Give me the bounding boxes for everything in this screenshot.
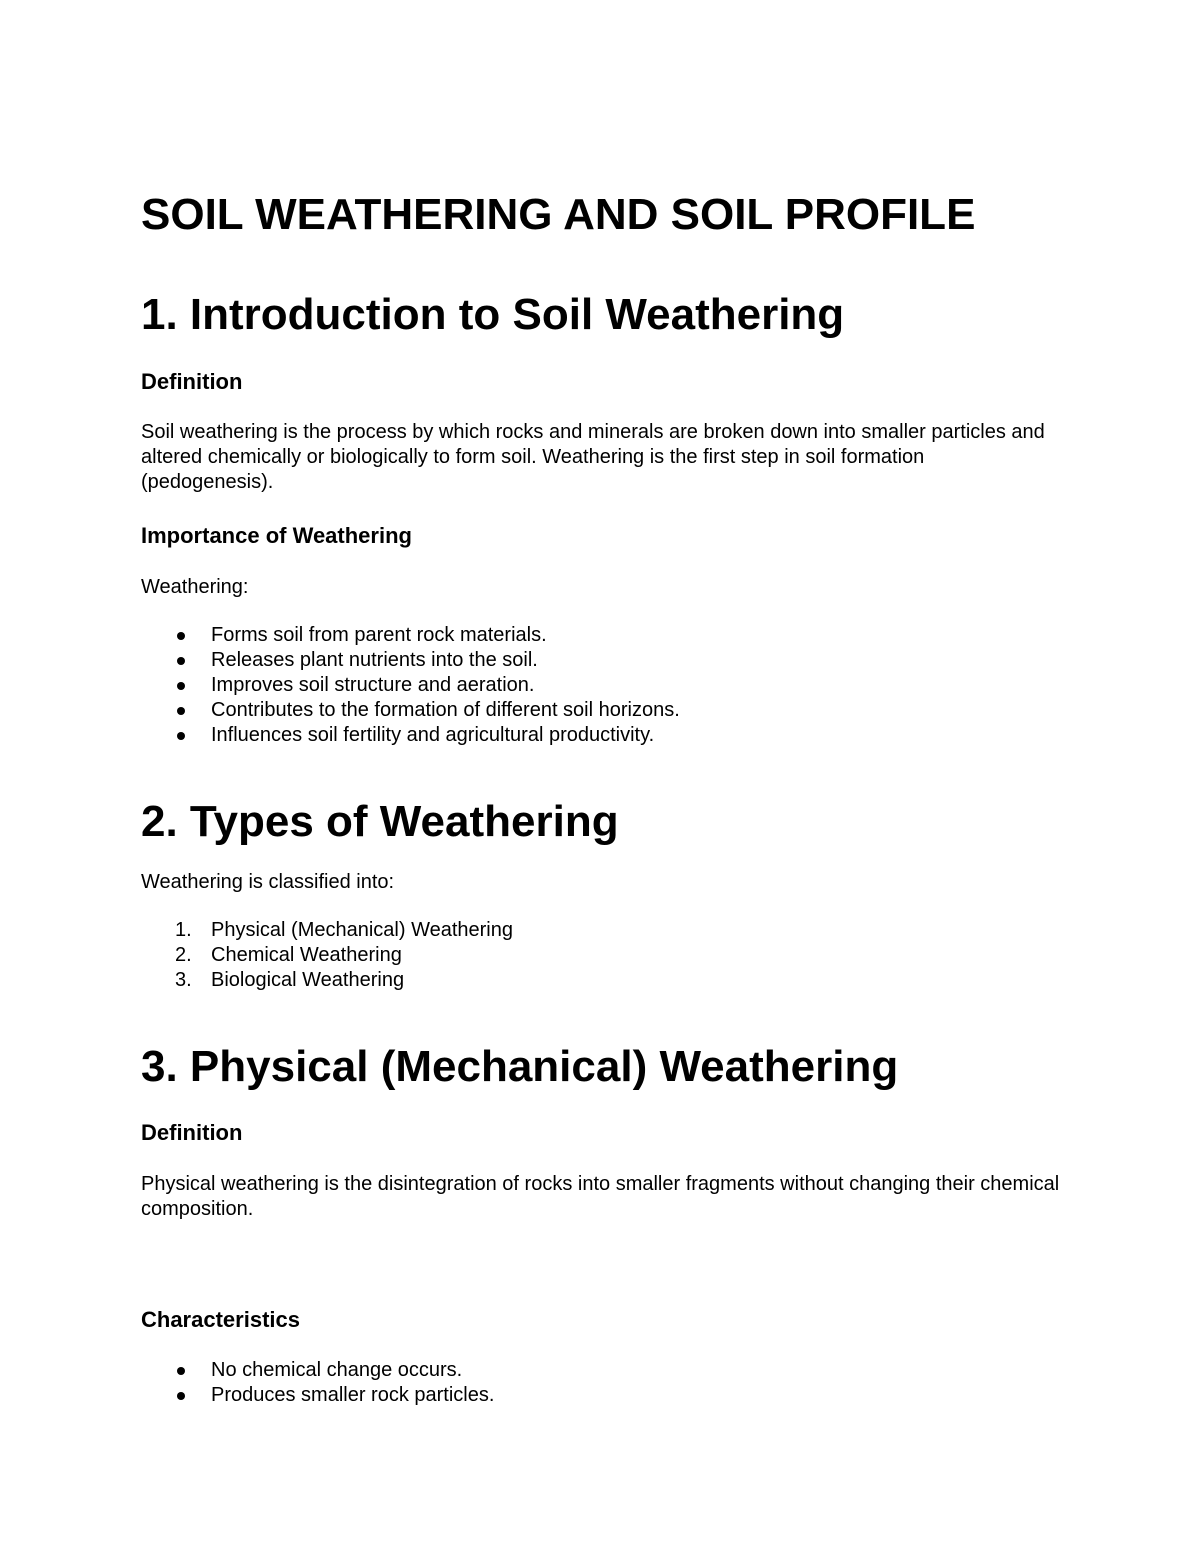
bullet-icon	[177, 657, 185, 665]
types-intro: Weathering is classified into:	[141, 871, 395, 893]
list-item: 2. Chemical Weathering	[175, 944, 402, 966]
list-item: 1. Physical (Mechanical) Weathering	[175, 919, 513, 941]
list-number: 3.	[175, 969, 192, 991]
section-1-heading: 1. Introduction to Soil Weathering	[141, 290, 845, 339]
types-list	[141, 918, 513, 993]
bullet-icon	[177, 732, 185, 740]
list-item: 3. Biological Weathering	[175, 969, 405, 991]
section-3-definition-heading: Definition	[141, 1120, 243, 1145]
list-item: Improves soil structure and aeration.	[141, 673, 680, 698]
list-number: 2.	[175, 944, 192, 966]
list-item: Contributes to the formation of different soil horizons.	[141, 698, 680, 723]
characteristics-heading: Characteristics	[141, 1307, 300, 1332]
list-item: Forms soil from parent rock materials.	[141, 623, 680, 648]
list-item: Influences soil fertility and agricultural productivity.	[141, 723, 680, 748]
bullet-icon	[177, 632, 185, 640]
section-1-definition-heading: Definition	[141, 369, 243, 394]
bullet-icon	[177, 707, 185, 715]
section-3-definition-text: Physical weathering is the disintegration of rocks into smaller fragments without changing their chemical composition.	[141, 1173, 1060, 1220]
list-item: No chemical change occurs.	[141, 1358, 494, 1383]
importance-heading: Importance of Weathering	[141, 523, 412, 548]
bullet-icon	[177, 682, 185, 690]
characteristics-list	[141, 1358, 494, 1408]
document-title: SOIL WEATHERING AND SOIL PROFILE	[141, 190, 976, 239]
list-item: Produces smaller rock particles.	[141, 1383, 494, 1408]
list-item: Releases plant nutrients into the soil.	[141, 648, 680, 673]
importance-intro: Weathering:	[141, 576, 249, 598]
importance-list	[141, 623, 680, 748]
bullet-icon	[177, 1392, 185, 1400]
section-2-heading: 2. Types of Weathering	[141, 797, 619, 846]
section-1-definition-text: Soil weathering is the process by which rocks and minerals are broken down into smaller particles and altered chemically or biologically to form soil. Weathering is the first step in soil formation (pedogenesis).	[141, 421, 1045, 493]
bullet-icon	[177, 1367, 185, 1375]
list-number: 1.	[175, 919, 192, 941]
section-3-heading: 3. Physical (Mechanical) Weathering	[141, 1042, 899, 1091]
